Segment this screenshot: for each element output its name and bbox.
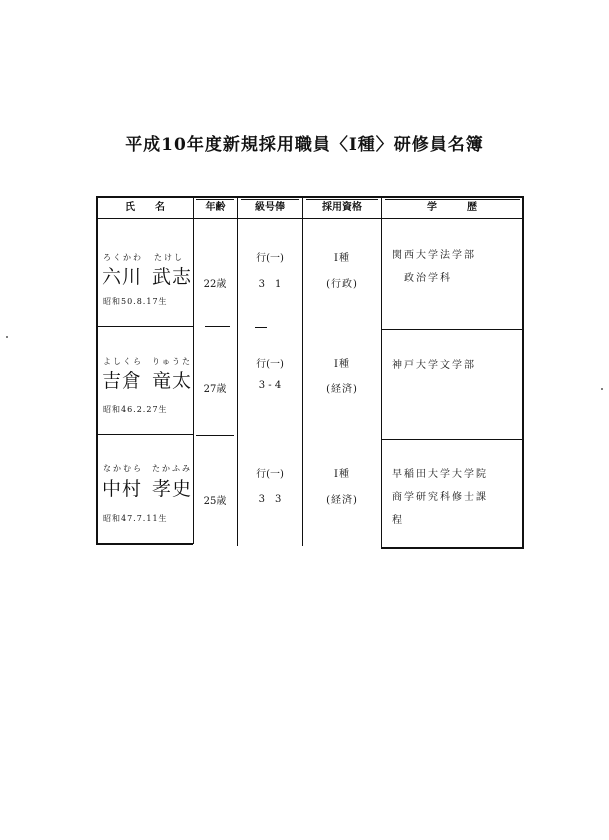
qualification-type: I種 bbox=[334, 359, 350, 370]
birth-date: 昭和46.2.27生 bbox=[103, 405, 168, 414]
grade-line1: 行(一) bbox=[256, 469, 284, 480]
school-line1: 関西大学法学部 bbox=[392, 250, 476, 261]
furigana-family: よしくら bbox=[103, 357, 143, 366]
qualification-type: I種 bbox=[334, 469, 350, 480]
col-divider-4 bbox=[381, 196, 382, 548]
school-line1: 早稲田大学大学院 bbox=[392, 469, 488, 480]
row-separator-1-grade bbox=[255, 327, 267, 328]
row-separator-2 bbox=[96, 434, 193, 435]
school-line3: 程 bbox=[392, 515, 404, 526]
furigana-given: たけし bbox=[154, 253, 184, 262]
scan-speck bbox=[601, 388, 603, 390]
grade-line2: 3 1 bbox=[258, 279, 282, 290]
table-border-right bbox=[522, 196, 524, 549]
school-line1: 神戸大学文学部 bbox=[392, 360, 476, 371]
family-name: 吉倉 bbox=[102, 370, 143, 392]
grade-line1: 行(一) bbox=[256, 253, 284, 264]
qualification-type: I種 bbox=[334, 253, 350, 264]
grade-line2: 3 3 bbox=[258, 494, 282, 505]
row-separator-2-edu bbox=[381, 439, 524, 440]
row-separator-2-age bbox=[196, 435, 234, 436]
header-underline bbox=[96, 218, 524, 219]
table-border-left bbox=[96, 196, 98, 544]
birth-date: 昭和47.7.11生 bbox=[103, 514, 168, 523]
row-separator-1 bbox=[96, 326, 193, 327]
table-border-bottom-right bbox=[381, 547, 524, 549]
header-grade: 級号俸 bbox=[255, 202, 285, 213]
header-qualification: 採用資格 bbox=[322, 202, 362, 213]
family-name: 六川 bbox=[102, 266, 143, 288]
birth-date: 昭和50.8.17生 bbox=[103, 297, 168, 306]
age: 22歳 bbox=[203, 279, 227, 290]
given-name: 竜太 bbox=[152, 370, 193, 392]
qualification-field: (経済) bbox=[326, 384, 358, 395]
qualification-field: (行政) bbox=[326, 279, 358, 290]
header-name: 氏 名 bbox=[125, 202, 165, 213]
table-border-bottom bbox=[96, 543, 193, 545]
header-age: 年齢 bbox=[205, 202, 226, 213]
school-line2: 政治学科 bbox=[404, 273, 452, 284]
given-name: 武志 bbox=[152, 266, 193, 288]
age: 27歳 bbox=[203, 384, 227, 395]
row-separator-1-edu bbox=[381, 329, 524, 330]
furigana-family: なかむら bbox=[103, 464, 143, 473]
page-title: 平成10年度新規採用職員〈I種〉研修員名簿 bbox=[125, 135, 484, 155]
qualification-field: (経済) bbox=[326, 495, 358, 506]
grade-line2: 3 - 4 bbox=[258, 380, 282, 391]
school-line2: 商学研究科修士課 bbox=[392, 492, 488, 503]
age: 25歳 bbox=[203, 496, 227, 507]
furigana-given: りゅうた bbox=[152, 357, 192, 366]
family-name: 中村 bbox=[102, 478, 143, 500]
furigana-given: たかふみ bbox=[152, 464, 192, 473]
furigana-family: ろくかわ bbox=[103, 253, 143, 262]
given-name: 孝史 bbox=[152, 478, 193, 500]
row-separator-1-age bbox=[205, 326, 230, 327]
header-education: 学 歴 bbox=[427, 202, 477, 213]
scan-speck bbox=[6, 336, 8, 338]
grade-line1: 行(一) bbox=[256, 359, 284, 370]
